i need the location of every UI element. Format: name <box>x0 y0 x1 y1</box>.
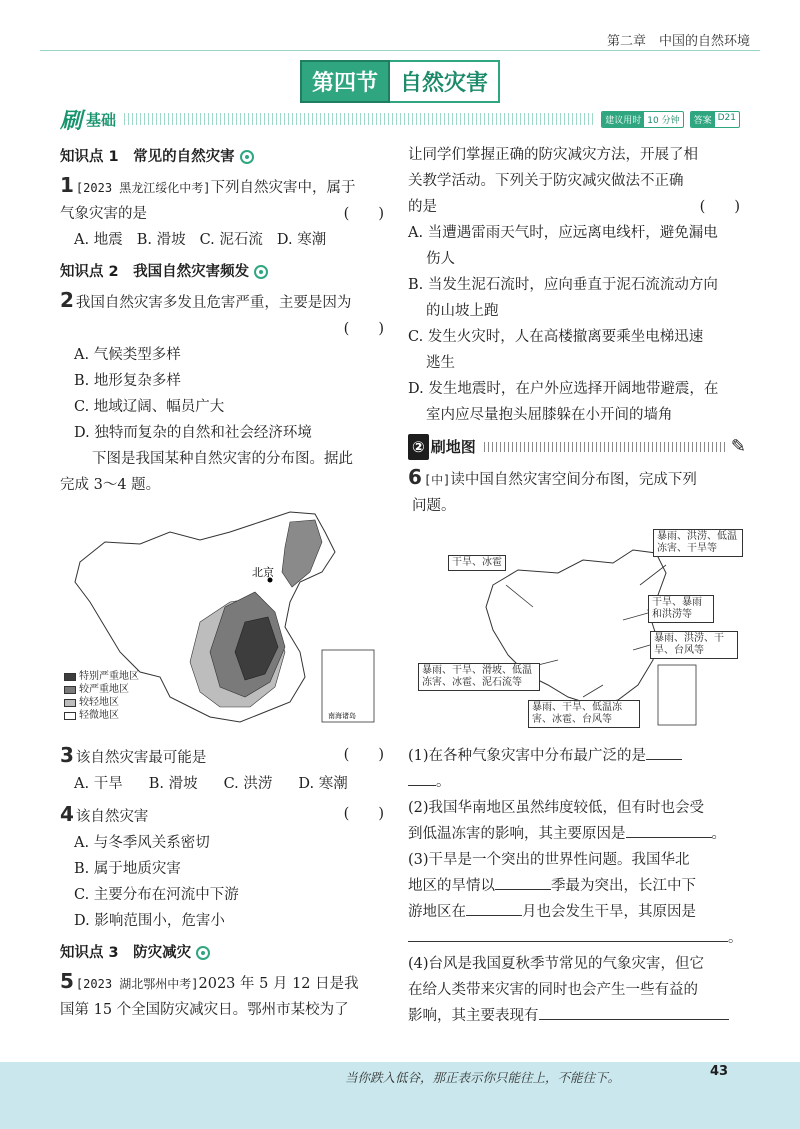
brush-logo: 刷 <box>60 108 83 134</box>
knowledge-point-2: 知识点 2 我国自然灾害频发 <box>60 259 390 285</box>
basics-bar <box>60 104 740 134</box>
target-icon <box>254 265 268 279</box>
section-number: 第四节 <box>300 60 390 103</box>
map-intro-cont: 完成 3～4 题。 <box>60 477 161 493</box>
map-label: 暴雨、干旱、滑坡、低温冻害、冰雹、泥石流等 <box>418 663 540 691</box>
section-title <box>0 60 800 103</box>
time-badge: 建议用时 10 分钟 <box>601 111 683 128</box>
answer-badge: 答案 D21 <box>690 111 740 128</box>
question-5: 5 [2023 湖北鄂州中考]2023 年 5 月 12 日是我 国第 15 个全国防灾减灾日。鄂州市某校为了 <box>60 969 359 1018</box>
map-label: 干旱、暴雨和洪涝等 <box>648 595 714 623</box>
right-column: 让同学们掌握正确的防灾减灾方法，开展了相 关教学活动。下列关于防灾减灾做法不正确 的是 ( ) A. 当遭遇雷雨天气时，应远离电线杆，避免漏电 伤人 B. 当发生泥石流时，应向垂直于泥石流流动方向 的山坡上跑 C. 发生火灾时，人在高楼撤离要乘坐电梯迅速 逃生 D. 发生地震时，在户外应选择开阔地带避震，在 室内应尽量抱头屈膝躲在小开间的墙角 ② 刷地图 ✎ 6 [中]读中国自然灾害空间分布图，完成下列 问题。 暴雨、洪涝、低温冻害、干旱等 干旱、冰雹 干旱、暴雨和洪涝等 暴雨、洪涝、干旱、台风等 暴雨、干旱、滑坡、低温冻害、冰雹、泥石流等 暴雨、干旱、低温冻害、冰雹、台风等 (1)在各种气象灾害中分布最广泛的是 。 (2)我国华南地区虽然纬度较低，但有时也会受 到低温冻害的影响，其主要原因是 。 (3)干旱是一个突出的世界性问题。我国华北 地区的旱情以 季最为突出，长江中下 游地区在 月也会发生干旱，其原因是 。 (4)台风是我国夏秋季节常见的气象灾害，但它 在给人类带来灾害的同时也会产生一些有益的 影响，其主要表现有 <box>408 147 746 1024</box>
header-divider <box>40 50 760 51</box>
question-6: 6 [中]读中国自然灾害空间分布图，完成下列 问题。 <box>408 465 697 514</box>
sub-question-1: (1)在各种气象灾害中分布最广泛的是 <box>408 743 746 769</box>
target-icon <box>240 150 254 164</box>
basics-label: 基础 <box>86 110 117 129</box>
option: C. 泥石流 <box>199 232 263 248</box>
knowledge-point-1: 知识点 1 常见的自然灾害 <box>60 144 390 170</box>
chapter-header: 第二章 中国的自然环境 <box>606 34 750 49</box>
inset-label: 南海诸岛 <box>328 712 356 720</box>
option: B. 滑坡 <box>136 232 186 248</box>
question-3: 3 该自然灾害最可能是 ( ) A. 干旱 B. 滑坡 C. 洪涝 D. 寒潮 <box>60 743 384 792</box>
map-intro: 下图是我国某种自然灾害的分布图。据此 <box>92 451 353 467</box>
section-name: 自然灾害 <box>390 60 500 103</box>
sub-question-2: (2)我国华南地区虽然纬度较低，但有时也会受 <box>408 800 705 816</box>
map-label: 暴雨、干旱、低温冻害、冰雹、台风等 <box>528 700 640 728</box>
sub-question-3: (3)干旱是一个突出的世界性问题。我国华北 <box>408 852 690 868</box>
question-2: 2 我国自然灾害多发且危害严重，主要是因为 ( ) A. 气候类型多样 B. 地形复杂多样 C. 地域辽阔、幅员广大 D. 独特而复杂的自然和社会经济环境 <box>60 288 384 441</box>
target-icon <box>196 946 210 960</box>
reading-person-icon: ✎ <box>730 436 746 457</box>
disaster-map <box>60 502 390 740</box>
sub-question-4: (4)台风是我国夏秋季节常见的气象灾害，但它 <box>408 956 705 972</box>
map-legend: 特别严重地区 较严重地区 较轻地区 轻微地区 <box>64 670 139 722</box>
left-column <box>60 142 390 1023</box>
china-disaster-map <box>408 525 746 735</box>
footer-quote: 当你跌入低谷，那正表示你只能往上，不能往下。 <box>345 1070 621 1085</box>
question-1: 1 [2023 黑龙江绥化中考]下列自然灾害中，属于 气象灾害的是 ( ) A. 地震 B. 滑坡 C. 泥石流 D. 寒潮 <box>60 172 390 253</box>
knowledge-point-3: 知识点 3 防灾减灾 <box>60 940 390 966</box>
question-4: 4 该自然灾害 ( ) A. 与冬季风关系密切 B. 属于地质灾害 C. 主要分布在河流中下游 D. 影响范围小，危害小 <box>60 802 384 929</box>
brush-map-bar: ② 刷地图 ✎ <box>408 434 746 460</box>
page-number: 43 <box>710 1064 729 1079</box>
map-label: 暴雨、洪涝、干旱、台风等 <box>650 631 738 659</box>
hatch-divider <box>124 113 595 125</box>
hatch-divider <box>484 442 727 452</box>
map-label: 暴雨、洪涝、低温冻害、干旱等 <box>653 529 743 557</box>
option: A. 地震 <box>74 232 123 248</box>
beijing-label: 北京 <box>252 566 274 579</box>
option: D. 寒潮 <box>276 232 327 248</box>
map-label: 干旱、冰雹 <box>448 555 506 571</box>
